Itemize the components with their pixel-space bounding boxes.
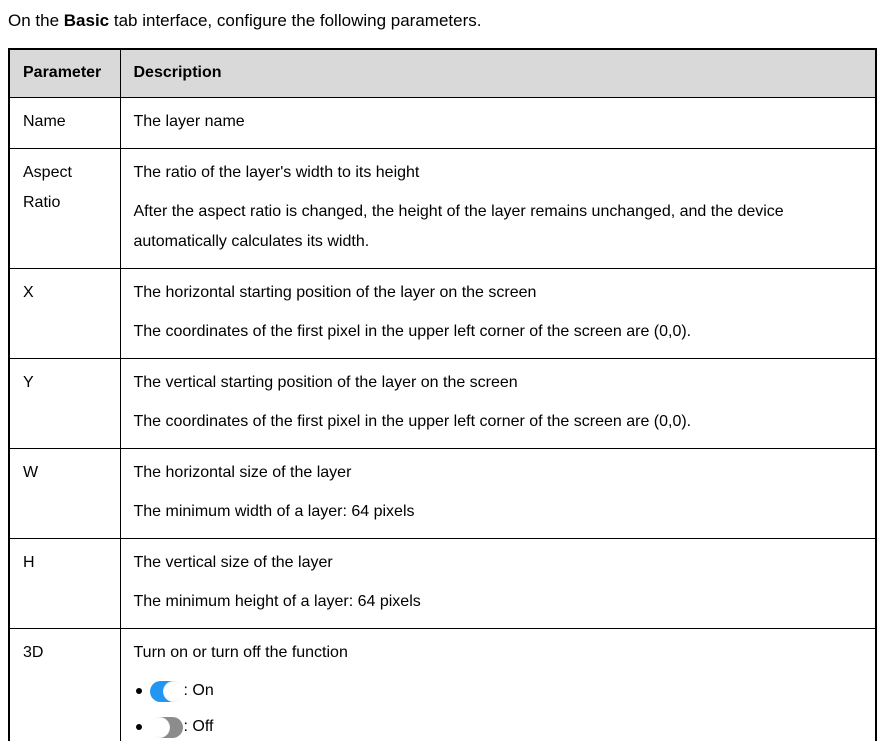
bullet-item-off <box>134 713 864 741</box>
toggle-on-label: : On <box>183 682 214 699</box>
desc-line: The coordinates of the first pixel in the upper left corner of the screen are (0,0). <box>133 413 692 430</box>
intro-text <box>8 8 877 33</box>
intro-bold-basic: Basic <box>63 11 110 30</box>
table-row-aspect-ratio <box>9 149 876 269</box>
desc-line: The vertical starting position of the layer on the screen <box>133 374 518 391</box>
param-y: Y <box>9 359 120 449</box>
bullet-item-on <box>134 677 864 705</box>
desc-y <box>120 359 876 449</box>
param-3d: 3D <box>9 629 120 741</box>
desc-line: The layer name <box>133 113 245 130</box>
desc-h <box>120 539 876 629</box>
table-row-h <box>9 539 876 629</box>
toggle-knob <box>164 682 183 701</box>
bullet-icon <box>136 688 142 694</box>
toggle-on-icon <box>150 681 183 702</box>
desc-line: The horizontal size of the layer <box>133 464 352 481</box>
param-aspect-ratio: Aspect Ratio <box>9 149 120 269</box>
parameter-table <box>8 48 877 741</box>
table-row-w <box>9 449 876 539</box>
desc-name <box>120 98 876 149</box>
param-x: X <box>9 269 120 359</box>
desc-aspect-ratio <box>120 149 876 269</box>
desc-line: After the aspect ratio is changed, the height of the layer remains unchanged, and the device automatically calculates its width. <box>133 203 784 250</box>
desc-line: The minimum height of a layer: 64 pixels <box>133 593 421 610</box>
desc-line: The horizontal starting position of the layer on the screen <box>133 284 537 301</box>
desc-3d <box>120 629 876 741</box>
desc-w <box>120 449 876 539</box>
desc-line: The minimum width of a layer: 64 pixels <box>133 503 415 520</box>
desc-x <box>120 269 876 359</box>
intro-prefix: On the <box>8 11 64 30</box>
param-name: Name <box>9 98 120 149</box>
desc-line: The coordinates of the first pixel in the upper left corner of the screen are (0,0). <box>133 323 692 340</box>
table-row-name <box>9 98 876 149</box>
bullet-icon <box>136 724 142 730</box>
table-row-y <box>9 359 876 449</box>
column-header-description: Description <box>120 49 876 98</box>
toggle-off-label: : Off <box>183 718 214 735</box>
toggle-knob <box>150 718 169 737</box>
param-w: W <box>9 449 120 539</box>
table-row-3d <box>9 629 876 741</box>
desc-line: Turn on or turn off the function <box>133 644 348 661</box>
column-header-parameter: Parameter <box>9 49 120 98</box>
param-h: H <box>9 539 120 629</box>
desc-line: The ratio of the layer's width to its height <box>133 164 420 181</box>
table-header-row <box>9 49 876 98</box>
table-row-x <box>9 269 876 359</box>
toggle-off-icon <box>150 717 183 738</box>
desc-line: The vertical size of the layer <box>133 554 333 571</box>
intro-suffix: tab interface, configure the following parameters. <box>109 11 482 30</box>
